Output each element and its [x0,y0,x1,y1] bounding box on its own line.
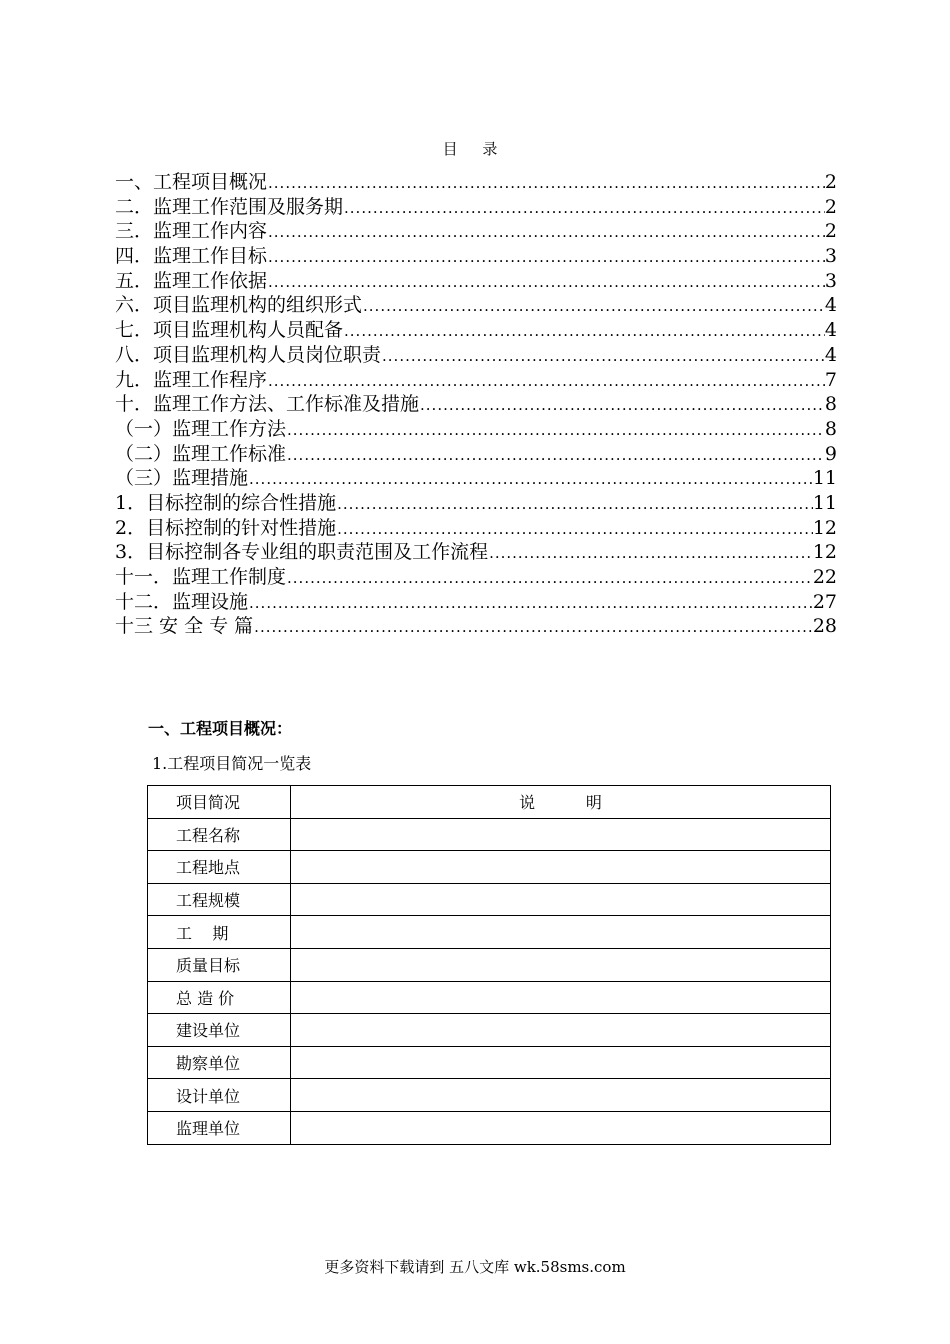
toc-entry-label: 2．目标控制的针对性措施 [115,516,337,539]
toc-entry-label: 五．监理工作依据 [115,269,268,292]
table-header-row [148,786,831,819]
toc-entry-label: （一）监理工作方法 [115,417,287,440]
toc-entry-label: 七．项目监理机构人员配备 [115,319,344,342]
toc-entry[interactable] [115,368,837,393]
toc-dot-leader [336,492,813,517]
toc-entry[interactable] [115,614,837,639]
toc-entry[interactable] [115,244,837,269]
toc-dot-leader [286,443,825,468]
toc-entry[interactable] [115,195,837,220]
footer-download-note: 更多资料下载请到 五八文库 wk.58sms.com [324,1258,626,1276]
toc-dot-leader [286,566,813,591]
toc-dot-leader [343,319,825,344]
toc-entry-page: 8 [824,393,837,416]
toc-entry-label: 十二．监理设施 [115,590,249,613]
row-value-cell[interactable] [291,1079,831,1112]
toc-entry[interactable] [115,565,837,590]
toc-dot-leader [267,220,825,245]
toc-entry-label: 二．监理工作范围及服务期 [115,195,344,218]
toc-entry[interactable] [115,417,837,442]
row-label-cell: 建设单位 [148,1014,291,1047]
table-row [148,916,831,949]
toc-entry-page: 4 [824,294,837,317]
toc-entry[interactable] [115,343,837,368]
row-value-cell[interactable] [291,916,831,949]
toc-dot-leader [267,171,825,196]
toc-entry-page: 11 [812,467,837,490]
toc-entry-label: 三．监理工作内容 [115,220,268,243]
table-caption: 1.工程项目简况一览表 [152,754,312,773]
toc-entry-page: 3 [824,245,837,268]
toc-entry[interactable] [115,318,837,343]
table-row [148,981,831,1014]
row-label-cell: 工程规模 [148,883,291,916]
toc-dot-leader [336,517,813,542]
toc-entry[interactable] [115,491,837,516]
toc-entry-label: 八．项目监理机构人员岗位职责 [115,343,382,366]
header-item-cell: 项目简况 [148,786,291,819]
toc-entry[interactable] [115,466,837,491]
toc-dot-leader [267,245,825,270]
row-label-cell: 勘察单位 [148,1046,291,1079]
toc-entry[interactable] [115,540,837,565]
toc-entry-label: 六．项目监理机构的组织形式 [115,294,363,317]
project-overview-table [147,785,831,1145]
toc-entry-page: 9 [824,442,837,465]
table-row [148,818,831,851]
toc-entry-page: 4 [824,343,837,366]
table-row [148,851,831,884]
toc-entry[interactable] [115,590,837,615]
toc-entry[interactable] [115,293,837,318]
toc-entry-page: 28 [812,615,837,638]
table-row [148,883,831,916]
toc-dot-leader [419,393,825,418]
toc-entry-label: 四．监理工作目标 [115,245,268,268]
table-row [148,1046,831,1079]
toc-entry-label: 十三 安 全 专 篇 [115,615,254,638]
toc-dot-leader [362,294,825,319]
toc-title: 目 录 [442,140,508,158]
row-label-cell: 监理单位 [148,1111,291,1144]
row-value-cell[interactable] [291,948,831,981]
toc-dot-leader [267,270,825,295]
toc-entry-page: 11 [812,491,837,514]
row-value-cell[interactable] [291,883,831,916]
row-value-cell[interactable] [291,851,831,884]
toc-entry-page: 27 [812,590,837,613]
toc-dot-leader [488,541,813,566]
toc-entry-label: 3．目标控制各专业组的职责范围及工作流程 [115,541,489,564]
toc-dot-leader [248,591,813,616]
toc-entry[interactable] [115,269,837,294]
toc-dot-leader [253,615,813,640]
toc-entry[interactable] [115,219,837,244]
toc-entry[interactable] [115,392,837,417]
toc-entry-page: 8 [824,417,837,440]
toc-dot-leader [343,196,825,221]
row-value-cell[interactable] [291,1014,831,1047]
row-label-cell: 工程地点 [148,851,291,884]
header-desc-cell: 说 明 [291,786,831,819]
toc-entry[interactable] [115,516,837,541]
toc-entry-page: 7 [824,368,837,391]
toc-dot-leader [248,467,813,492]
table-row [148,1079,831,1112]
row-value-cell[interactable] [291,981,831,1014]
toc-entry-page: 3 [824,269,837,292]
toc-entry[interactable] [115,442,837,467]
table-row [148,1014,831,1047]
toc-entry-page: 2 [824,195,837,218]
table-row [148,948,831,981]
toc-entry-label: 十．监理工作方法、工作标准及措施 [115,393,420,416]
row-value-cell[interactable] [291,1046,831,1079]
toc-entry-label: （三）监理措施 [115,467,249,490]
toc-entry-page: 2 [824,220,837,243]
row-label-cell: 总 造 价 [148,981,291,1014]
toc-entry-label: 九．监理工作程序 [115,368,268,391]
table-of-contents [115,170,837,639]
row-label-cell: 工程名称 [148,818,291,851]
toc-entry-page: 12 [812,541,837,564]
table-row [148,1111,831,1144]
toc-entry-page: 4 [824,319,837,342]
toc-entry-page: 22 [812,566,837,588]
toc-dot-leader [381,344,825,369]
toc-dot-leader [286,418,825,443]
toc-entry-label: 一、工程项目概况 [115,171,268,193]
row-label-cell: 设计单位 [148,1079,291,1112]
toc-entry-label: 1．目标控制的综合性措施 [115,491,337,514]
toc-entry-label: 十一．监理工作制度 [115,566,287,588]
toc-dot-leader [267,369,825,394]
row-value-cell[interactable] [291,818,831,851]
toc-entry-page: 12 [812,516,837,539]
row-label-cell: 质量目标 [148,948,291,981]
row-label-cell: 工 期 [148,916,291,949]
section-heading: 一、工程项目概况： [148,719,293,738]
toc-entry[interactable] [115,170,837,195]
toc-entry-page: 2 [824,171,837,193]
row-value-cell[interactable] [291,1111,831,1144]
toc-entry-label: （二）监理工作标准 [115,442,287,465]
